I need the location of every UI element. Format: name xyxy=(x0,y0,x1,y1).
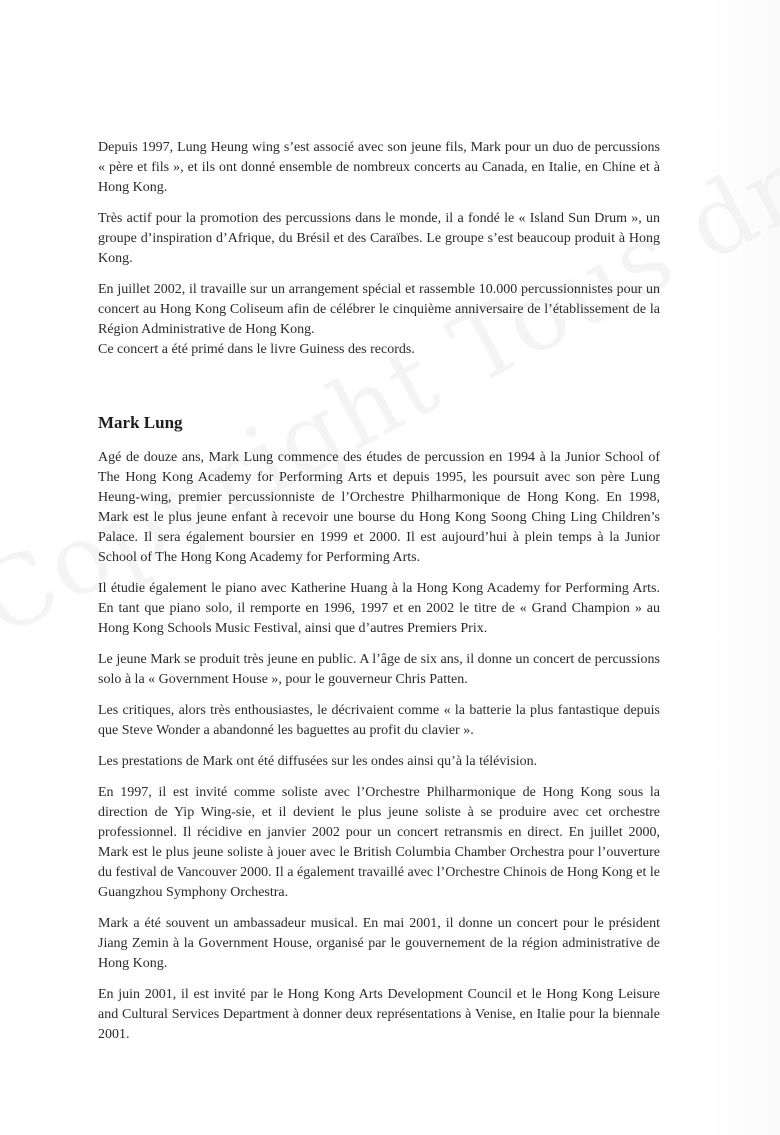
biography-section xyxy=(98,448,660,1045)
intro-paragraph: En juillet 2002, il travaille sur un arrangement spécial et rassemble 10.000 percussionnistes pour un concert au Hong Kong Coliseum afin de célébrer le cinquième anniversaire de l’établissement de la Région Administrative de Hong Kong. xyxy=(98,282,660,337)
bio-paragraph: Agé de douze ans, Mark Lung commence des études de percussion en 1994 à la Junior School of The Hong Kong Academy for Performing Arts et depuis 1995, les poursuit avec son père Lung Heung-wing, premier percussionniste de l’Orchestre Philharmonique de Hong Kong. En 1998, Mark est le plus jeune enfant à recevoir une bourse du Hong Kong Soong Ching Ling Children’s Palace. Il sera également boursier en 1999 et 2000. Il est aujourd’hui à plein temps à la Junior School of The Hong Kong Academy for Performing Arts. xyxy=(98,450,660,565)
intro-paragraph: Ce concert a été primé dans le livre Guiness des records. xyxy=(98,342,415,357)
bio-paragraph: En 1997, il est invité comme soliste avec l’Orchestre Philharmonique de Hong Kong sous la direction de Yip Wing-sie, et il devient le plus jeune soliste à se produire avec cet orchestre professionnel. Il récidive en janvier 2002 pour un concert retransmis en direct. En juillet 2000, Mark est le plus jeune soliste à jouer avec le British Columbia Chamber Orchestra pour l’ouverture du festival de Vancouver 2000. Il a également travaillé avec l’Orchestre Chinois de Hong Kong et le Guangzhou Symphony Orchestra. xyxy=(98,785,660,900)
intro-paragraph: Très actif pour la promotion des percussions dans le monde, il a fondé le « Island Sun Drum », un groupe d’inspiration d’Afrique, du Brésil et des Caraïbes. Le groupe s’est beaucoup produit à Hong Kong. xyxy=(98,211,660,266)
section-heading: Mark Lung xyxy=(98,413,183,432)
intro-section xyxy=(98,138,660,360)
bio-paragraph: En juin 2001, il est invité par le Hong Kong Arts Development Council et le Hong Kong Leisure and Cultural Services Department à donner deux représentations à Venise, en Italie pour la biennale 2001. xyxy=(98,987,660,1042)
bio-paragraph: Les prestations de Mark ont été diffusées sur les ondes ainsi qu’à la télévision. xyxy=(98,754,538,769)
bio-paragraph: Le jeune Mark se produit très jeune en public. A l’âge de six ans, il donne un concert de percussions solo à la « Government House », pour le gouverneur Chris Patten. xyxy=(98,652,660,687)
intro-paragraph: Depuis 1997, Lung Heung wing s’est associé avec son jeune fils, Mark pour un duo de percussions « père et fils », et ils ont donné ensemble de nombreux concerts au Canada, en Italie, en Chine et à Hong Kong. xyxy=(98,140,660,195)
bio-paragraph: Il étudie également le piano avec Katherine Huang à la Hong Kong Academy for Performing Arts. En tant que piano solo, il remporte en 1996, 1997 et en 2002 le titre de « Grand Champion » au Hong Kong Schools Music Festival, ainsi que d’autres Premiers Prix. xyxy=(98,581,660,636)
bio-paragraph: Mark a été souvent un ambassadeur musical. En mai 2001, il donne un concert pour le président Jiang Zemin à la Government House, organisé par le gouvernement de la région administrative de Hong Kong. xyxy=(98,916,660,971)
bio-paragraph: Les critiques, alors très enthousiastes, le décrivaient comme « la batterie la plus fantastique depuis que Steve Wonder a abandonné les baguettes au profit du clavier ». xyxy=(98,703,660,738)
scan-edge-shading xyxy=(710,0,780,1135)
page-content xyxy=(98,138,660,1056)
